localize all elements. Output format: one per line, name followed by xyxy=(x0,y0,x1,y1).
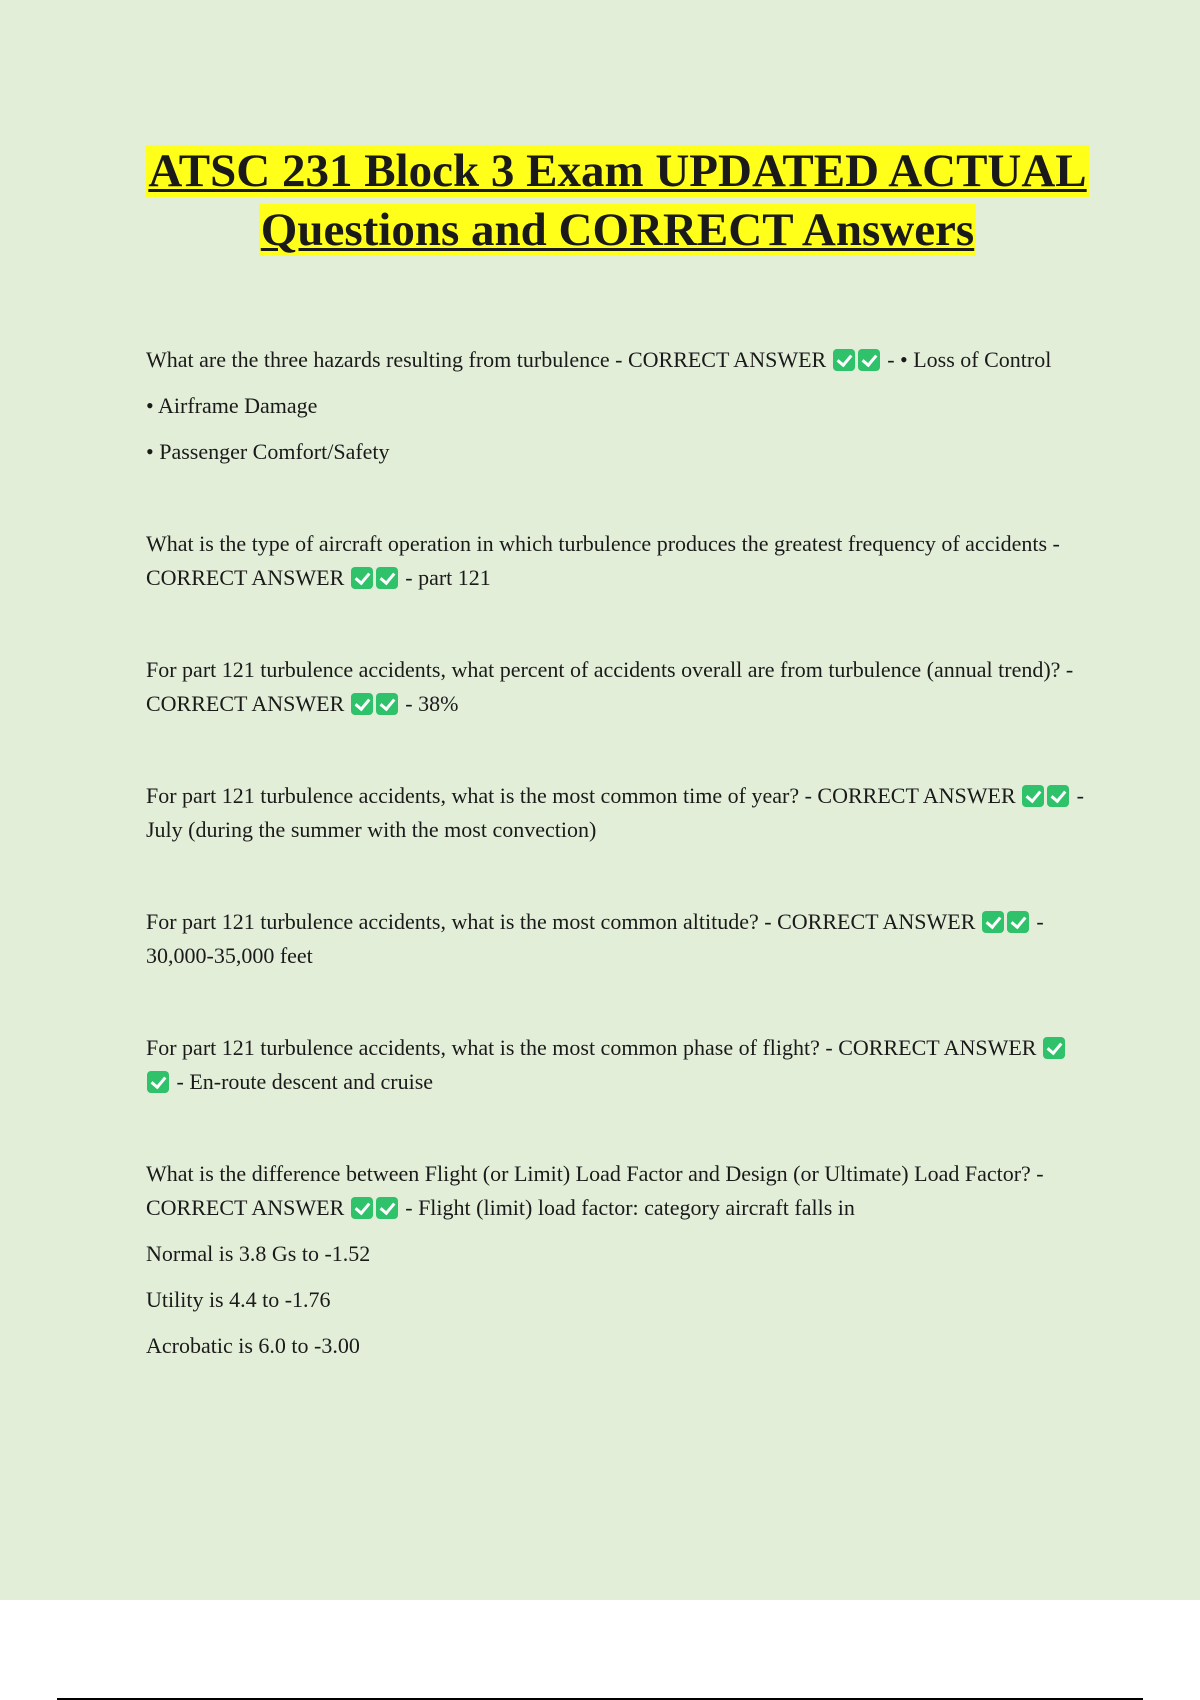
qa-question-line xyxy=(146,653,1086,721)
qa-question-line xyxy=(146,1031,1086,1099)
answer-detail-line: Acrobatic is 6.0 to -3.00 xyxy=(146,1333,360,1358)
check-mark-icon xyxy=(858,349,880,371)
question-text: What are the three hazards resulting from turbulence - xyxy=(146,347,628,372)
correct-answer-tag: CORRECT ANSWER xyxy=(146,691,350,716)
correct-answer-tag: CORRECT ANSWER xyxy=(146,1195,350,1220)
check-mark-icon xyxy=(351,693,373,715)
check-mark-icon xyxy=(376,567,398,589)
check-mark-icon xyxy=(351,567,373,589)
correct-answer-tag: CORRECT ANSWER xyxy=(817,783,1022,808)
check-mark-icon xyxy=(1043,1037,1065,1059)
check-mark-icon xyxy=(351,1197,373,1219)
qa-item xyxy=(146,653,1086,721)
qa-item xyxy=(146,1157,1086,1363)
answer-text: - July (during the summer with the most convection) xyxy=(146,783,1084,842)
answer-detail-line: • Airframe Damage xyxy=(146,393,318,418)
qa-question-line xyxy=(146,527,1086,595)
qa-item xyxy=(146,343,1086,469)
correct-answer-tag: CORRECT ANSWER xyxy=(627,347,832,372)
answer-detail-line: Normal is 3.8 Gs to -1.52 xyxy=(146,1241,371,1266)
answer-text: - Flight (limit) load factor: category aircraft falls in xyxy=(399,1195,855,1220)
question-text: What is the difference between Flight (or Limit) Load Factor and Design (or Ultimate) Load Factor? - xyxy=(146,1161,1044,1186)
check-mark-icon xyxy=(833,349,855,371)
check-mark-icon xyxy=(1047,785,1069,807)
check-mark-icon xyxy=(982,911,1004,933)
document-title: ATSC 231 Block 3 Exam UPDATED ACTUAL Questions and CORRECT Answers xyxy=(148,145,1087,256)
answer-text: - 38% xyxy=(399,691,459,716)
question-text: What is the type of aircraft operation in which turbulence produces the greatest frequency of accidents - xyxy=(146,531,1060,556)
qa-item xyxy=(146,527,1086,595)
question-text: For part 121 turbulence accidents, what is the most common altitude? - xyxy=(146,909,778,934)
correct-answer-tag: CORRECT ANSWER xyxy=(838,1035,1042,1060)
check-mark-icon xyxy=(147,1071,169,1093)
check-mark-icon xyxy=(376,693,398,715)
answer-text: - 30,000-35,000 feet xyxy=(146,909,1044,968)
correct-answer-tag: CORRECT ANSWER xyxy=(146,565,350,590)
qa-question-line xyxy=(146,905,1086,973)
question-text: For part 121 turbulence accidents, what is the most common phase of flight? - xyxy=(146,1035,839,1060)
answer-detail-line: Utility is 4.4 to -1.76 xyxy=(146,1287,331,1312)
qa-item xyxy=(146,905,1086,973)
check-mark-icon xyxy=(376,1197,398,1219)
qa-question-line xyxy=(146,1157,1086,1225)
correct-answer-tag: CORRECT ANSWER xyxy=(777,909,981,934)
question-text: For part 121 turbulence accidents, what percent of accidents overall are from turbulence (annual trend)? - xyxy=(146,657,1074,682)
question-text: For part 121 turbulence accidents, what is the most common time of year? - xyxy=(146,783,818,808)
qa-question-line xyxy=(146,779,1086,847)
answer-text: - En-route descent and cruise xyxy=(171,1069,434,1094)
check-mark-icon xyxy=(1022,785,1044,807)
check-mark-icon xyxy=(1007,911,1029,933)
answer-text: - part 121 xyxy=(399,565,491,590)
answer-detail-line: • Passenger Comfort/Safety xyxy=(146,439,390,464)
qa-item xyxy=(146,1031,1086,1099)
qa-item xyxy=(146,779,1086,847)
qa-list xyxy=(146,343,1086,1421)
answer-text: - • Loss of Control xyxy=(881,347,1052,372)
qa-question-line xyxy=(146,343,1086,377)
